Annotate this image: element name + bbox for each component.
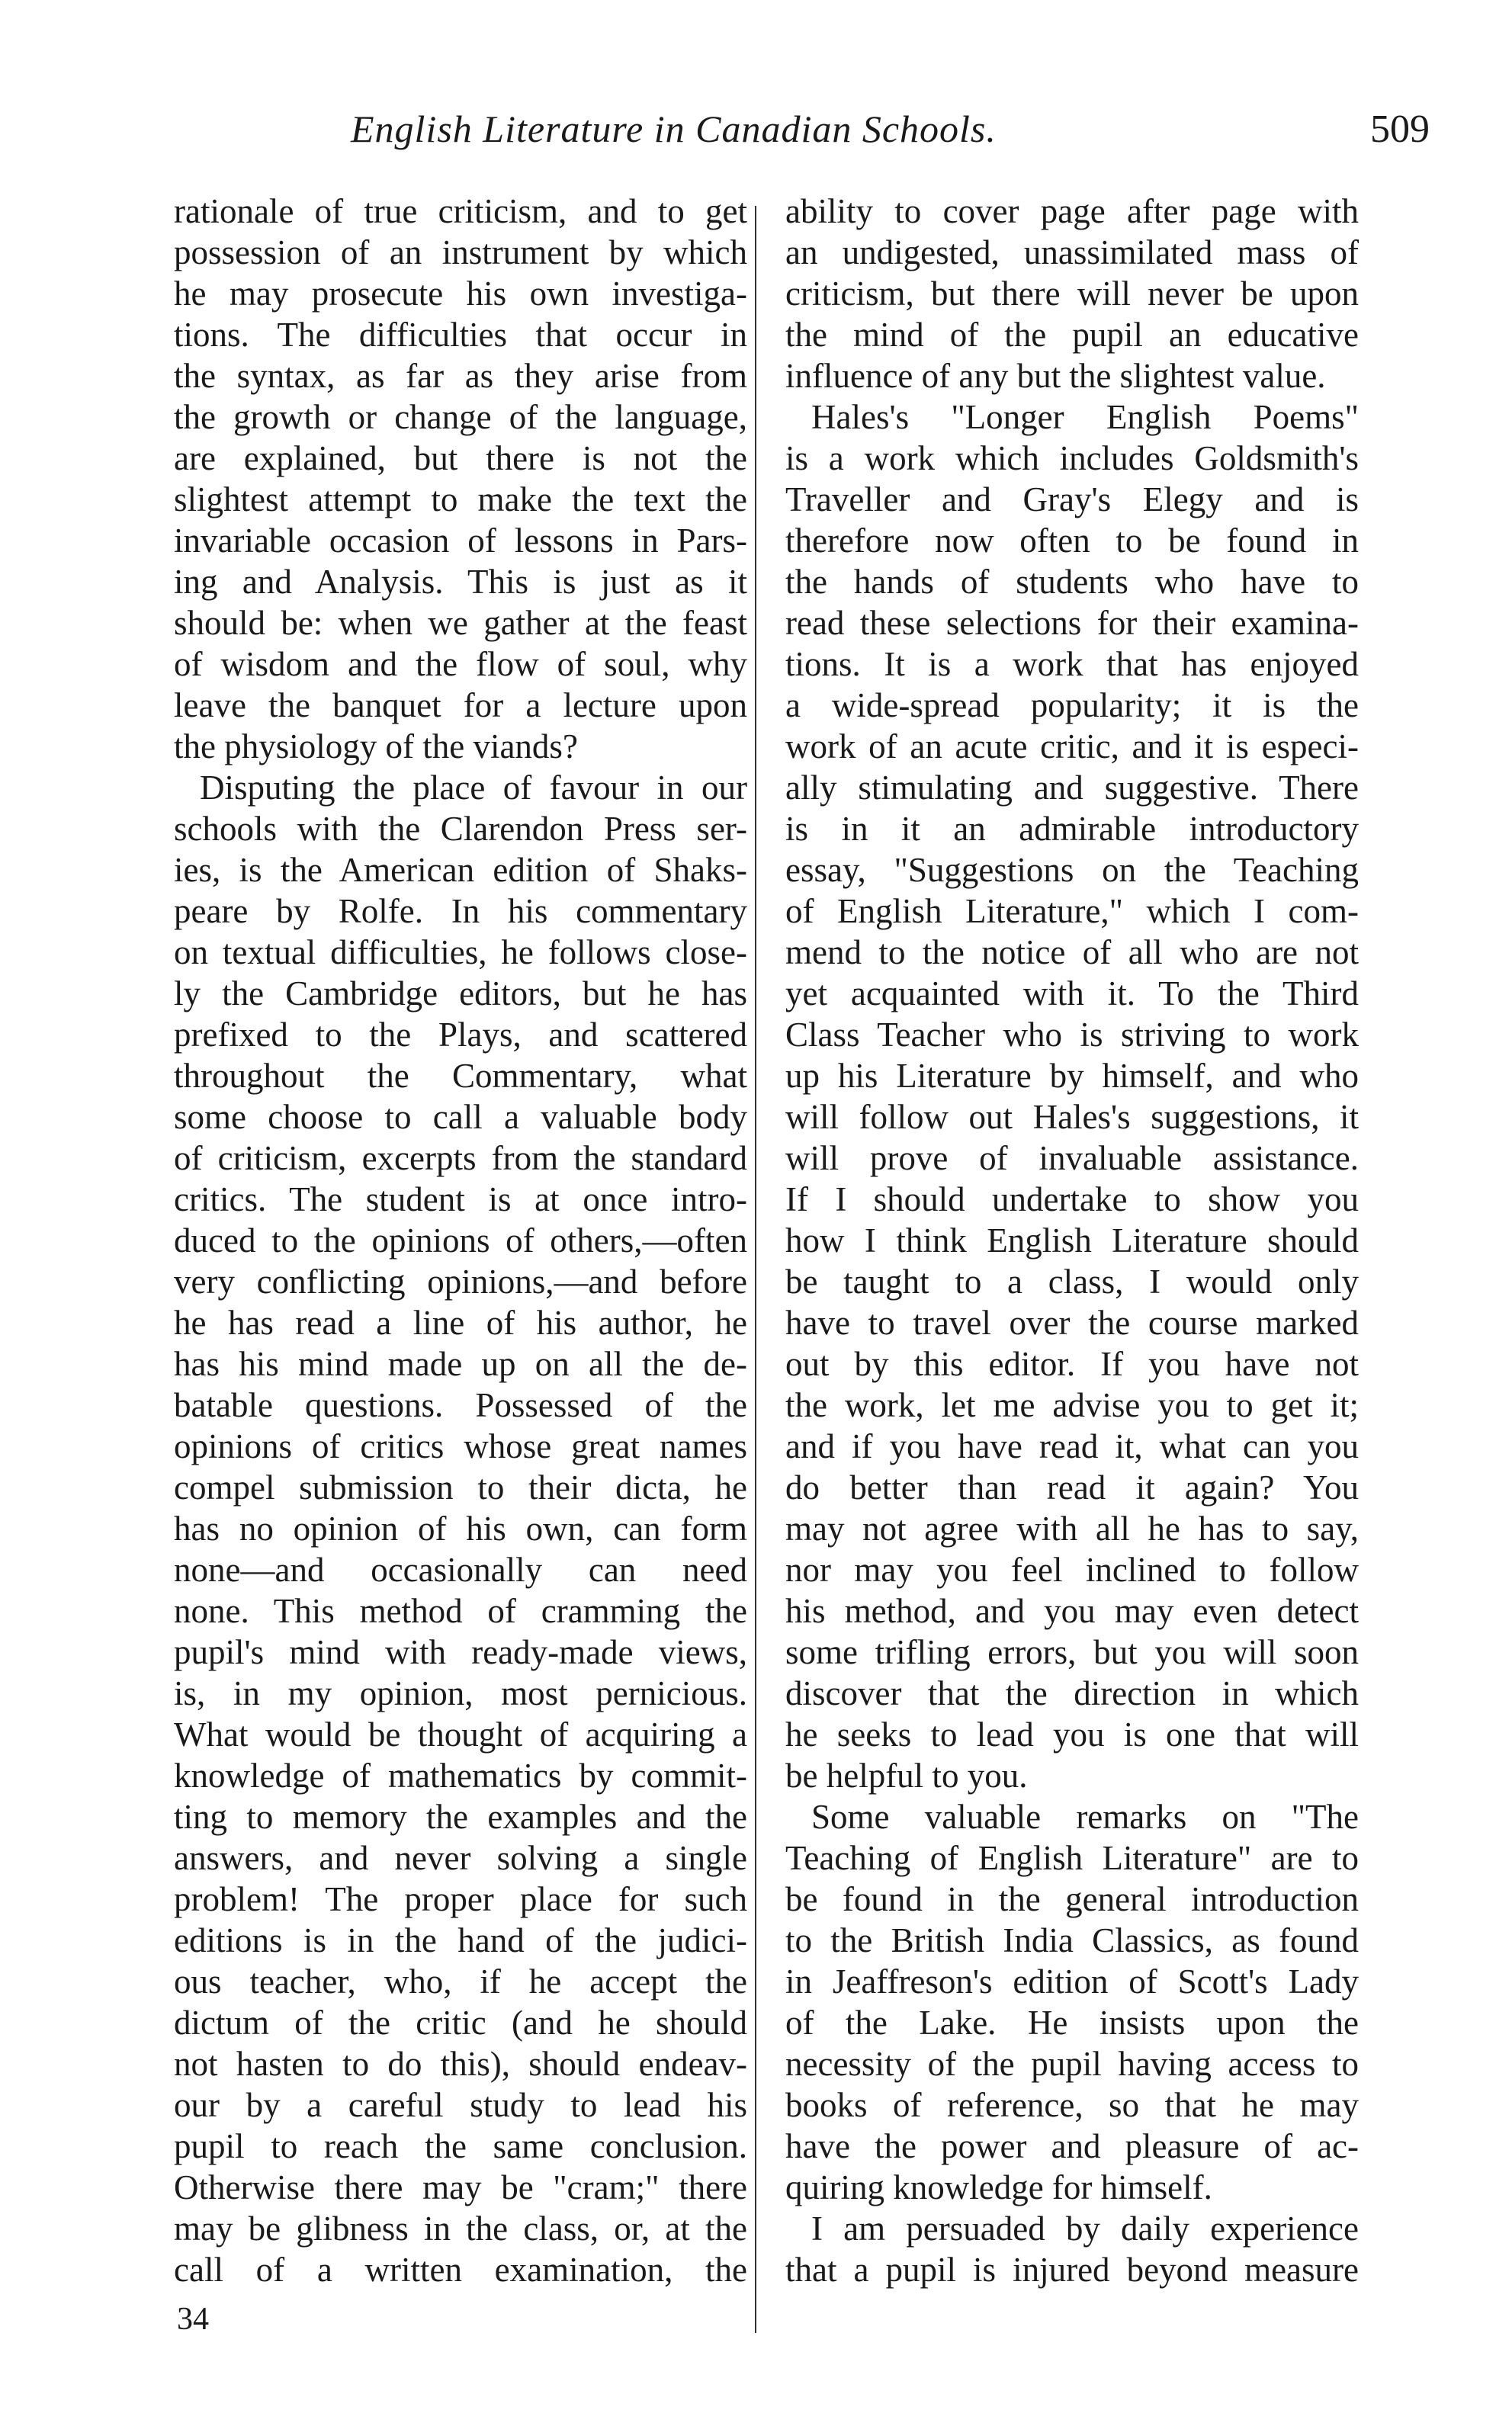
text-line: have the power and pleasure of ac- — [785, 2127, 1359, 2165]
text-line: I am persuaded by daily experience — [811, 2209, 1359, 2248]
text-line: ly the Cambridge editors, but he has — [174, 974, 747, 1012]
text-line: read these selections for their examina- — [785, 604, 1359, 642]
running-title: English Literature in Canadian Schools. — [351, 108, 997, 150]
text-line: necessity of the pupil having access to — [785, 2045, 1359, 2083]
text-line: is a work which includes Goldsmith's — [785, 439, 1359, 477]
text-line: If I should undertake to show you — [785, 1180, 1359, 1218]
running-header — [172, 107, 1430, 160]
text-line: the syntax, as far as they arise from — [174, 357, 747, 395]
text-line: ies, is the American edition of Shaks- — [174, 851, 747, 889]
text-line: throughout the Commentary, what — [174, 1057, 747, 1095]
text-line: slightest attempt to make the text the — [174, 480, 747, 518]
text-line: are explained, but there is not the — [174, 439, 747, 477]
text-line: ally stimulating and suggestive. There — [785, 769, 1359, 807]
text-line: tions. It is a work that has enjoyed — [785, 645, 1359, 683]
text-line: answers, and never solving a single — [174, 1839, 747, 1877]
text-line: may be glibness in the class, or, at the — [174, 2209, 747, 2248]
text-line: the physiology of the viands? — [174, 727, 578, 765]
text-line: mend to the notice of all who are not — [785, 933, 1359, 971]
text-line: will prove of invaluable assistance. — [785, 1139, 1359, 1177]
text-line: discover that the direction in which — [785, 1674, 1359, 1712]
text-line: out by this editor. If you have not — [785, 1345, 1359, 1383]
text-line: not hasten to do this), should endeav- — [174, 2045, 747, 2083]
text-line: leave the banquet for a lecture upon — [174, 686, 747, 724]
text-line: he seeks to lead you is one that will — [785, 1715, 1359, 1754]
text-line: ous teacher, who, if he accept the — [174, 1962, 747, 2001]
text-line: therefore now often to be found in — [785, 521, 1359, 560]
text-line: Hales's "Longer English Poems" — [811, 398, 1359, 436]
page-number: 509 — [1370, 108, 1430, 151]
text-line: essay, "Suggestions on the Teaching — [785, 851, 1359, 889]
text-line: Traveller and Gray's Elegy and is — [785, 480, 1359, 518]
text-line: has his mind made up on all the de- — [174, 1345, 747, 1383]
text-line: yet acquainted with it. To the Third — [785, 974, 1359, 1012]
text-line: batable questions. Possessed of the — [174, 1386, 747, 1424]
text-line: opinions of critics whose great names — [174, 1427, 747, 1465]
text-line: books of reference, so that he may — [785, 2086, 1359, 2124]
text-line: none—and occasionally can need — [174, 1551, 747, 1589]
text-line: compel submission to their dicta, he — [174, 1468, 747, 1507]
text-line: the hands of students who have to — [785, 563, 1359, 601]
text-line: criticism, but there will never be upon — [785, 274, 1359, 313]
text-line: have to travel over the course marked — [785, 1304, 1359, 1342]
column-divider — [755, 206, 756, 2333]
text-line: ability to cover page after page with — [785, 192, 1359, 230]
text-line: an undigested, unassimilated mass of — [785, 233, 1359, 271]
text-line: may not agree with all he has to say, — [785, 1510, 1359, 1548]
text-line: he has read a line of his author, he — [174, 1304, 747, 1342]
text-line: our by a careful study to lead his — [174, 2086, 747, 2124]
text-line: problem! The proper place for such — [174, 1880, 747, 1918]
text-line: duced to the opinions of others,—often — [174, 1221, 747, 1260]
text-line: influence of any but the slightest value. — [785, 357, 1326, 395]
text-line: possession of an instrument by which — [174, 233, 747, 271]
text-line: will follow out Hales's suggestions, it — [785, 1098, 1359, 1136]
text-line: Otherwise there may be "cram;" there — [174, 2168, 747, 2206]
text-line: none. This method of cramming the — [174, 1592, 747, 1630]
text-line: call of a written examination, the — [174, 2251, 747, 2289]
text-line: be found in the general introduction — [785, 1880, 1359, 1918]
text-line: pupil to reach the same conclusion. — [174, 2127, 747, 2165]
text-line: Some valuable remarks on "The — [811, 1798, 1359, 1836]
right-column — [785, 191, 1359, 2290]
text-line: of criticism, excerpts from the standard — [174, 1139, 747, 1177]
text-line: editions is in the hand of the judici- — [174, 1921, 747, 1959]
text-line: in Jeaffreson's edition of Scott's Lady — [785, 1962, 1359, 2001]
text-line: ting to memory the examples and the — [174, 1798, 747, 1836]
text-line: the mind of the pupil an educative — [785, 316, 1359, 354]
text-line: is in it an admirable introductory — [785, 810, 1359, 848]
text-line: of English Literature," which I com- — [785, 892, 1359, 930]
text-line: be taught to a class, I would only — [785, 1263, 1359, 1301]
text-line: has no opinion of his own, can form — [174, 1510, 747, 1548]
text-line: should be: when we gather at the feast — [174, 604, 747, 642]
text-line: peare by Rolfe. In his commentary — [174, 892, 747, 930]
text-line: the work, let me advise you to get it; — [785, 1386, 1359, 1424]
text-line: prefixed to the Plays, and scattered — [174, 1016, 747, 1054]
text-line: be helpful to you. — [785, 1757, 1028, 1795]
text-line: Disputing the place of favour in our — [200, 769, 747, 807]
text-line: quiring knowledge for himself. — [785, 2168, 1212, 2206]
text-line: on textual difficulties, he follows close- — [174, 933, 747, 971]
signature-mark: 34 — [177, 2302, 209, 2337]
text-line: Teaching of English Literature" are to — [785, 1839, 1359, 1877]
text-line: ing and Analysis. This is just as it — [174, 563, 747, 601]
text-line: nor may you feel inclined to follow — [785, 1551, 1359, 1589]
text-line: some choose to call a valuable body — [174, 1098, 747, 1136]
text-line: do better than read it again? You — [785, 1468, 1359, 1507]
text-line: that a pupil is injured beyond measure — [785, 2251, 1359, 2289]
text-line: to the British India Classics, as found — [785, 1921, 1359, 1959]
text-line: and if you have read it, what can you — [785, 1427, 1359, 1465]
text-line: Class Teacher who is striving to work — [785, 1016, 1359, 1054]
text-line: pupil's mind with ready-made views, — [174, 1633, 747, 1671]
text-line: is, in my opinion, most pernicious. — [174, 1674, 747, 1712]
text-line: knowledge of mathematics by commit- — [174, 1757, 747, 1795]
text-line: What would be thought of acquiring a — [174, 1715, 747, 1754]
text-line: invariable occasion of lessons in Pars- — [174, 521, 747, 560]
text-line: how I think English Literature should — [785, 1221, 1359, 1260]
text-line: a wide-spread popularity; it is the — [785, 686, 1359, 724]
text-line: schools with the Clarendon Press ser- — [174, 810, 747, 848]
text-line: critics. The student is at once intro- — [174, 1180, 747, 1218]
left-column — [174, 191, 747, 2290]
text-line: he may prosecute his own investiga- — [174, 274, 747, 313]
text-line: the growth or change of the language, — [174, 398, 747, 436]
text-line: work of an acute critic, and it is especi- — [785, 727, 1359, 765]
text-line: dictum of the critic (and he should — [174, 2004, 747, 2042]
text-line: of the Lake. He insists upon the — [785, 2004, 1359, 2042]
text-line: up his Literature by himself, and who — [785, 1057, 1359, 1095]
text-line: very conflicting opinions,—and before — [174, 1263, 747, 1301]
text-line: his method, and you may even detect — [785, 1592, 1359, 1630]
text-line: tions. The difficulties that occur in — [174, 316, 747, 354]
text-line: some trifling errors, but you will soon — [785, 1633, 1359, 1671]
text-line: rationale of true criticism, and to get — [174, 192, 747, 230]
text-line: of wisdom and the flow of soul, why — [174, 645, 747, 683]
